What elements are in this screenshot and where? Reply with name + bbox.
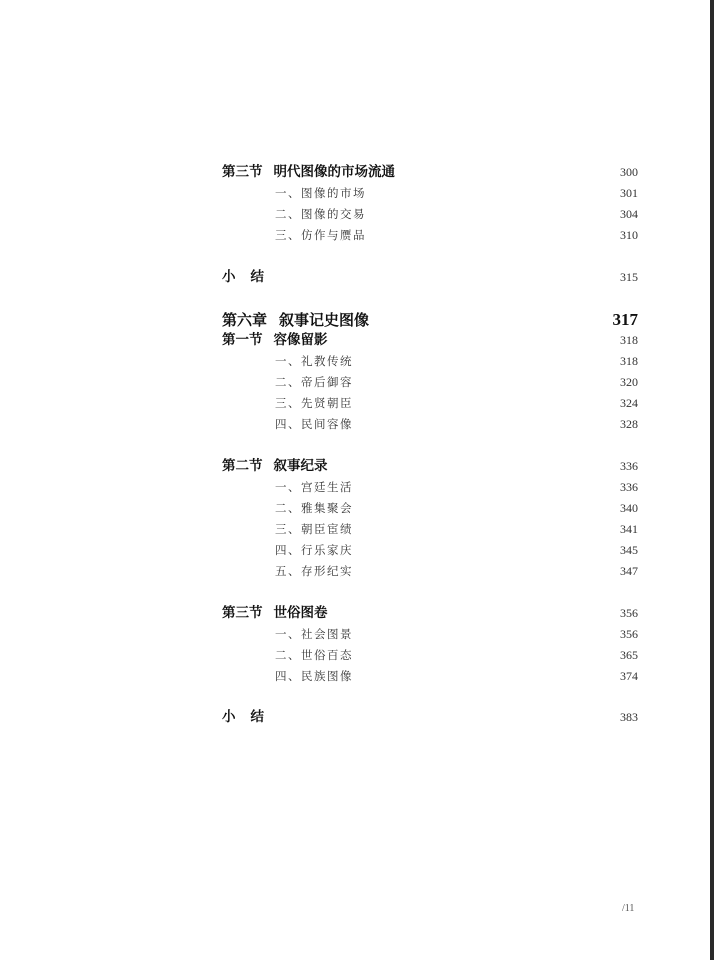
- page-number: 318: [620, 333, 638, 347]
- item-title: 四、民族图像: [275, 669, 353, 683]
- section-number: 第三节: [222, 164, 263, 180]
- page-number: 301: [620, 186, 638, 200]
- page-number: 356: [620, 627, 638, 641]
- item-title: 三、仿作与赝品: [275, 228, 366, 242]
- item-title: 一、宫廷生活: [275, 480, 353, 494]
- item-title: 四、民间容像: [275, 417, 353, 431]
- section-heading: [222, 603, 328, 623]
- page-number: 315: [620, 270, 638, 284]
- toc-section-entry[interactable]: [222, 603, 638, 623]
- item-title: 一、礼教传统: [275, 354, 353, 368]
- toc-item[interactable]: [222, 498, 638, 518]
- folio-page-number: /11: [622, 903, 635, 914]
- toc-section-entry[interactable]: [222, 456, 638, 476]
- page-edge: [710, 0, 714, 960]
- toc-chapter-entry[interactable]: [222, 308, 638, 332]
- page-number: 318: [620, 354, 638, 368]
- section-number: 第一节: [222, 332, 263, 348]
- summary-title: 小结: [222, 709, 279, 725]
- toc-section-entry[interactable]: [222, 330, 638, 350]
- toc-item[interactable]: [222, 414, 638, 434]
- page-number: 347: [620, 564, 638, 578]
- toc-item[interactable]: [222, 561, 638, 581]
- toc-item[interactable]: [222, 624, 638, 644]
- toc-item[interactable]: [222, 393, 638, 413]
- page-number: 328: [620, 417, 638, 431]
- toc-item[interactable]: [222, 645, 638, 665]
- toc-item[interactable]: [222, 204, 638, 224]
- toc-item[interactable]: [222, 540, 638, 560]
- section-heading: [222, 162, 395, 182]
- section-title: 叙事纪录: [273, 458, 328, 474]
- toc-item[interactable]: [222, 183, 638, 203]
- page-number: 345: [620, 543, 638, 557]
- page-number: 383: [620, 710, 638, 724]
- page-number: 341: [620, 522, 638, 536]
- toc-item[interactable]: [222, 372, 638, 392]
- page-number: 356: [620, 606, 638, 620]
- toc-item[interactable]: [222, 225, 638, 245]
- page-number: 340: [620, 501, 638, 515]
- toc-item[interactable]: [222, 477, 638, 497]
- toc-section-entry[interactable]: [222, 162, 638, 182]
- summary-title: 小结: [222, 269, 279, 285]
- item-title: 二、帝后御容: [275, 375, 353, 389]
- item-title: 二、雅集聚会: [275, 501, 353, 515]
- page-number: 310: [620, 228, 638, 242]
- section-heading: [222, 456, 328, 476]
- section-title: 明代图像的市场流通: [273, 164, 395, 180]
- page-number: 304: [620, 207, 638, 221]
- section-heading: [222, 330, 328, 350]
- page-number: 320: [620, 375, 638, 389]
- table-of-contents: [222, 0, 638, 960]
- item-title: 三、先贤朝臣: [275, 396, 353, 410]
- toc-item[interactable]: [222, 351, 638, 371]
- page-number: 324: [620, 396, 638, 410]
- page-number: 336: [620, 459, 638, 473]
- item-title: 一、社会图景: [275, 627, 353, 641]
- section-number: 第二节: [222, 458, 263, 474]
- item-title: 三、朝臣宦绩: [275, 522, 353, 536]
- section-number: 第三节: [222, 605, 263, 621]
- page-number: 374: [620, 669, 638, 683]
- item-title: 四、行乐家庆: [275, 543, 353, 557]
- chapter-title: 叙事记史图像: [279, 311, 370, 329]
- item-title: 一、图像的市场: [275, 186, 366, 200]
- section-title: 世俗图卷: [273, 605, 328, 621]
- page-number: 365: [620, 648, 638, 662]
- chapter-page-number: 317: [612, 310, 638, 329]
- page-number: 300: [620, 165, 638, 179]
- toc-summary-entry[interactable]: [222, 707, 638, 727]
- page-number: 336: [620, 480, 638, 494]
- chapter-number: 第六章: [222, 311, 268, 329]
- item-title: 二、图像的交易: [275, 207, 366, 221]
- item-title: 二、世俗百态: [275, 648, 353, 662]
- section-title: 容像留影: [273, 332, 328, 348]
- toc-item[interactable]: [222, 519, 638, 539]
- toc-summary-entry[interactable]: [222, 267, 638, 287]
- chapter-heading: [222, 308, 369, 332]
- toc-item[interactable]: [222, 666, 638, 686]
- item-title: 五、存形纪实: [275, 564, 353, 578]
